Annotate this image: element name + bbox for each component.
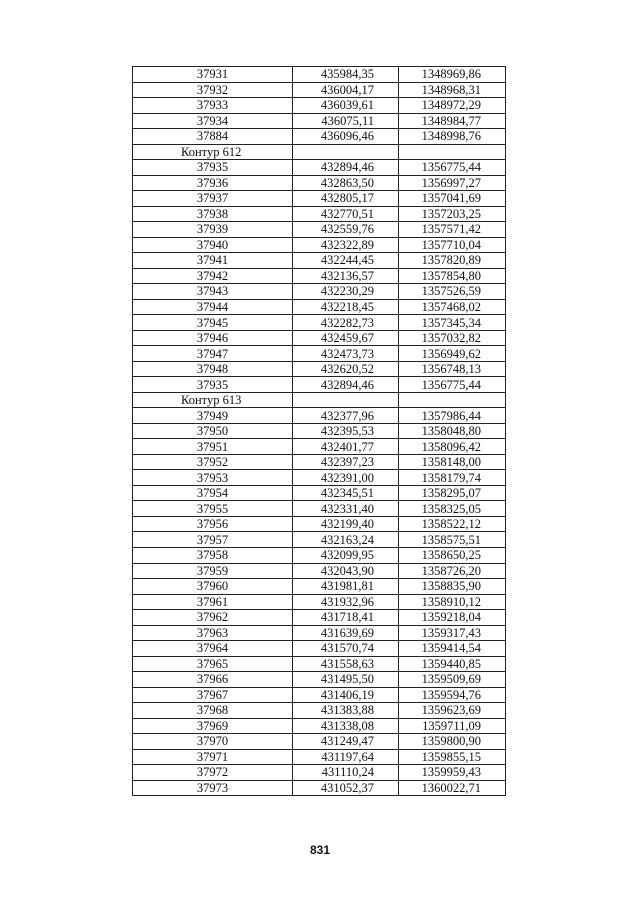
table-row [133,703,506,719]
table-row [133,175,506,191]
point-id-cell: 37932 [133,82,293,98]
x-coordinate-cell: 432473,73 [293,346,399,362]
y-coordinate-cell: 1359711,09 [399,718,506,734]
table-row [133,361,506,377]
point-id-cell: 37961 [133,594,293,610]
x-coordinate-cell: 432331,40 [293,501,399,517]
page-number: 831 [309,843,331,857]
x-coordinate-cell: 432282,73 [293,315,399,331]
y-coordinate-cell: 1359623,69 [399,703,506,719]
y-coordinate-cell: 1357571,42 [399,222,506,238]
table-row [133,749,506,765]
x-coordinate-cell: 431338,08 [293,718,399,734]
point-id-cell: 37971 [133,749,293,765]
point-id-cell: 37959 [133,563,293,579]
table-row [133,579,506,595]
table-row [133,516,506,532]
x-coordinate-cell: 432459,67 [293,330,399,346]
contour-label: Контур 612 [133,144,293,160]
table-row [133,98,506,114]
x-coordinate-cell: 432397,23 [293,454,399,470]
x-coordinate-cell: 431932,96 [293,594,399,610]
y-coordinate-cell: 1358048,80 [399,423,506,439]
point-id-cell: 37950 [133,423,293,439]
y-coordinate-cell: 1359855,15 [399,749,506,765]
y-coordinate-cell: 1357820,89 [399,253,506,269]
x-coordinate-cell: 432620,52 [293,361,399,377]
x-coordinate-cell: 432345,51 [293,485,399,501]
point-id-cell: 37960 [133,579,293,595]
y-coordinate-cell: 1357854,80 [399,268,506,284]
table-row [133,672,506,688]
x-coordinate-cell: 432199,40 [293,516,399,532]
y-coordinate-cell: 1357526,59 [399,284,506,300]
coordinates-table [132,66,506,796]
x-coordinate-cell: 431406,19 [293,687,399,703]
y-coordinate-cell: 1359959,43 [399,765,506,781]
y-coordinate-cell: 1359317,43 [399,625,506,641]
table-row [133,454,506,470]
point-id-cell: 37962 [133,610,293,626]
point-id-cell: 37933 [133,98,293,114]
x-coordinate-cell: 432163,24 [293,532,399,548]
x-coordinate-cell: 431110,24 [293,765,399,781]
y-coordinate-cell: 1358179,74 [399,470,506,486]
point-id-cell: 37966 [133,672,293,688]
point-id-cell: 37955 [133,501,293,517]
table-row [133,485,506,501]
point-id-cell: 37967 [133,687,293,703]
x-coordinate-cell [293,144,399,160]
point-id-cell: 37938 [133,206,293,222]
table-row [133,780,506,796]
table-row [133,439,506,455]
x-coordinate-cell: 432043,90 [293,563,399,579]
point-id-cell: 37949 [133,408,293,424]
y-coordinate-cell [399,392,506,408]
y-coordinate-cell: 1358522,12 [399,516,506,532]
table-row [133,82,506,98]
table-row [133,470,506,486]
table-row [133,423,506,439]
y-coordinate-cell: 1359414,54 [399,641,506,657]
table-row [133,408,506,424]
x-coordinate-cell: 432395,53 [293,423,399,439]
y-coordinate-cell: 1348969,86 [399,67,506,83]
y-coordinate-cell: 1356748,13 [399,361,506,377]
y-coordinate-cell: 1359440,85 [399,656,506,672]
point-id-cell: 37965 [133,656,293,672]
point-id-cell: 37935 [133,377,293,393]
x-coordinate-cell: 431052,37 [293,780,399,796]
table-row [133,67,506,83]
y-coordinate-cell: 1348984,77 [399,113,506,129]
y-coordinate-cell: 1348968,31 [399,82,506,98]
x-coordinate-cell: 432559,76 [293,222,399,238]
x-coordinate-cell: 432391,00 [293,470,399,486]
y-coordinate-cell: 1356775,44 [399,377,506,393]
point-id-cell: 37968 [133,703,293,719]
y-coordinate-cell: 1356949,62 [399,346,506,362]
y-coordinate-cell: 1357032,82 [399,330,506,346]
x-coordinate-cell: 432894,46 [293,377,399,393]
point-id-cell: 37936 [133,175,293,191]
table-row [133,113,506,129]
y-coordinate-cell: 1357468,02 [399,299,506,315]
x-coordinate-cell: 432894,46 [293,160,399,176]
y-coordinate-cell: 1358575,51 [399,532,506,548]
table-row [133,641,506,657]
point-id-cell: 37946 [133,330,293,346]
point-id-cell: 37948 [133,361,293,377]
x-coordinate-cell: 431558,63 [293,656,399,672]
point-id-cell: 37964 [133,641,293,657]
y-coordinate-cell [399,144,506,160]
y-coordinate-cell: 1358096,42 [399,439,506,455]
table-row [133,594,506,610]
y-coordinate-cell: 1358325,05 [399,501,506,517]
point-id-cell: 37957 [133,532,293,548]
x-coordinate-cell: 431197,64 [293,749,399,765]
y-coordinate-cell: 1359800,90 [399,734,506,750]
table-row [133,532,506,548]
x-coordinate-cell: 432136,57 [293,268,399,284]
x-coordinate-cell: 432770,51 [293,206,399,222]
table-row [133,346,506,362]
x-coordinate-cell: 432244,45 [293,253,399,269]
table-row [133,237,506,253]
point-id-cell: 37973 [133,780,293,796]
table-row [133,299,506,315]
x-coordinate-cell: 432863,50 [293,175,399,191]
point-id-cell: 37934 [133,113,293,129]
y-coordinate-cell: 1359509,69 [399,672,506,688]
point-id-cell: 37951 [133,439,293,455]
table-row [133,656,506,672]
table-row [133,268,506,284]
table-row [133,206,506,222]
x-coordinate-cell: 435984,35 [293,67,399,83]
y-coordinate-cell: 1358295,07 [399,485,506,501]
table-row [133,765,506,781]
point-id-cell: 37972 [133,765,293,781]
point-id-cell: 37940 [133,237,293,253]
y-coordinate-cell: 1359594,76 [399,687,506,703]
y-coordinate-cell: 1356775,44 [399,160,506,176]
x-coordinate-cell: 431383,88 [293,703,399,719]
table-row [133,191,506,207]
contour-label: Контур 613 [133,392,293,408]
table-row [133,687,506,703]
point-id-cell: 37956 [133,516,293,532]
table-row [133,160,506,176]
point-id-cell: 37963 [133,625,293,641]
y-coordinate-cell: 1358148,00 [399,454,506,470]
x-coordinate-cell: 432322,89 [293,237,399,253]
table-row [133,625,506,641]
y-coordinate-cell: 1359218,04 [399,610,506,626]
x-coordinate-cell: 431570,74 [293,641,399,657]
table-row [133,222,506,238]
y-coordinate-cell: 1358910,12 [399,594,506,610]
point-id-cell: 37944 [133,299,293,315]
point-id-cell: 37969 [133,718,293,734]
y-coordinate-cell: 1358835,90 [399,579,506,595]
x-coordinate-cell: 431249,47 [293,734,399,750]
x-coordinate-cell: 432401,77 [293,439,399,455]
point-id-cell: 37942 [133,268,293,284]
point-id-cell: 37947 [133,346,293,362]
table-row [133,129,506,145]
point-id-cell: 37941 [133,253,293,269]
point-id-cell: 37952 [133,454,293,470]
x-coordinate-cell: 431981,81 [293,579,399,595]
point-id-cell: 37958 [133,547,293,563]
x-coordinate-cell: 436039,61 [293,98,399,114]
table-row [133,734,506,750]
x-coordinate-cell: 432099,95 [293,547,399,563]
y-coordinate-cell: 1358650,25 [399,547,506,563]
x-coordinate-cell: 431639,69 [293,625,399,641]
point-id-cell: 37935 [133,160,293,176]
point-id-cell: 37931 [133,67,293,83]
x-coordinate-cell: 432218,45 [293,299,399,315]
x-coordinate-cell [293,392,399,408]
table-row [133,610,506,626]
table-row [133,330,506,346]
table-row [133,253,506,269]
y-coordinate-cell: 1360022,71 [399,780,506,796]
point-id-cell: 37954 [133,485,293,501]
x-coordinate-cell: 432377,96 [293,408,399,424]
x-coordinate-cell: 436075,11 [293,113,399,129]
table-row [133,315,506,331]
x-coordinate-cell: 431495,50 [293,672,399,688]
x-coordinate-cell: 432230,29 [293,284,399,300]
point-id-cell: 37953 [133,470,293,486]
y-coordinate-cell: 1348998,76 [399,129,506,145]
y-coordinate-cell: 1357345,34 [399,315,506,331]
coordinates-table-body [133,67,506,796]
table-row [133,284,506,300]
table-row [133,377,506,393]
point-id-cell: 37945 [133,315,293,331]
point-id-cell: 37970 [133,734,293,750]
table-row [133,718,506,734]
table-row [133,501,506,517]
point-id-cell: 37943 [133,284,293,300]
table-row [133,547,506,563]
y-coordinate-cell: 1348972,29 [399,98,506,114]
x-coordinate-cell: 436004,17 [293,82,399,98]
contour-header-row [133,144,506,160]
x-coordinate-cell: 436096,46 [293,129,399,145]
x-coordinate-cell: 432805,17 [293,191,399,207]
point-id-cell: 37939 [133,222,293,238]
y-coordinate-cell: 1357986,44 [399,408,506,424]
point-id-cell: 37884 [133,129,293,145]
y-coordinate-cell: 1357041,69 [399,191,506,207]
y-coordinate-cell: 1358726,20 [399,563,506,579]
y-coordinate-cell: 1357710,04 [399,237,506,253]
table-row [133,563,506,579]
y-coordinate-cell: 1356997,27 [399,175,506,191]
x-coordinate-cell: 431718,41 [293,610,399,626]
contour-header-row [133,392,506,408]
point-id-cell: 37937 [133,191,293,207]
y-coordinate-cell: 1357203,25 [399,206,506,222]
